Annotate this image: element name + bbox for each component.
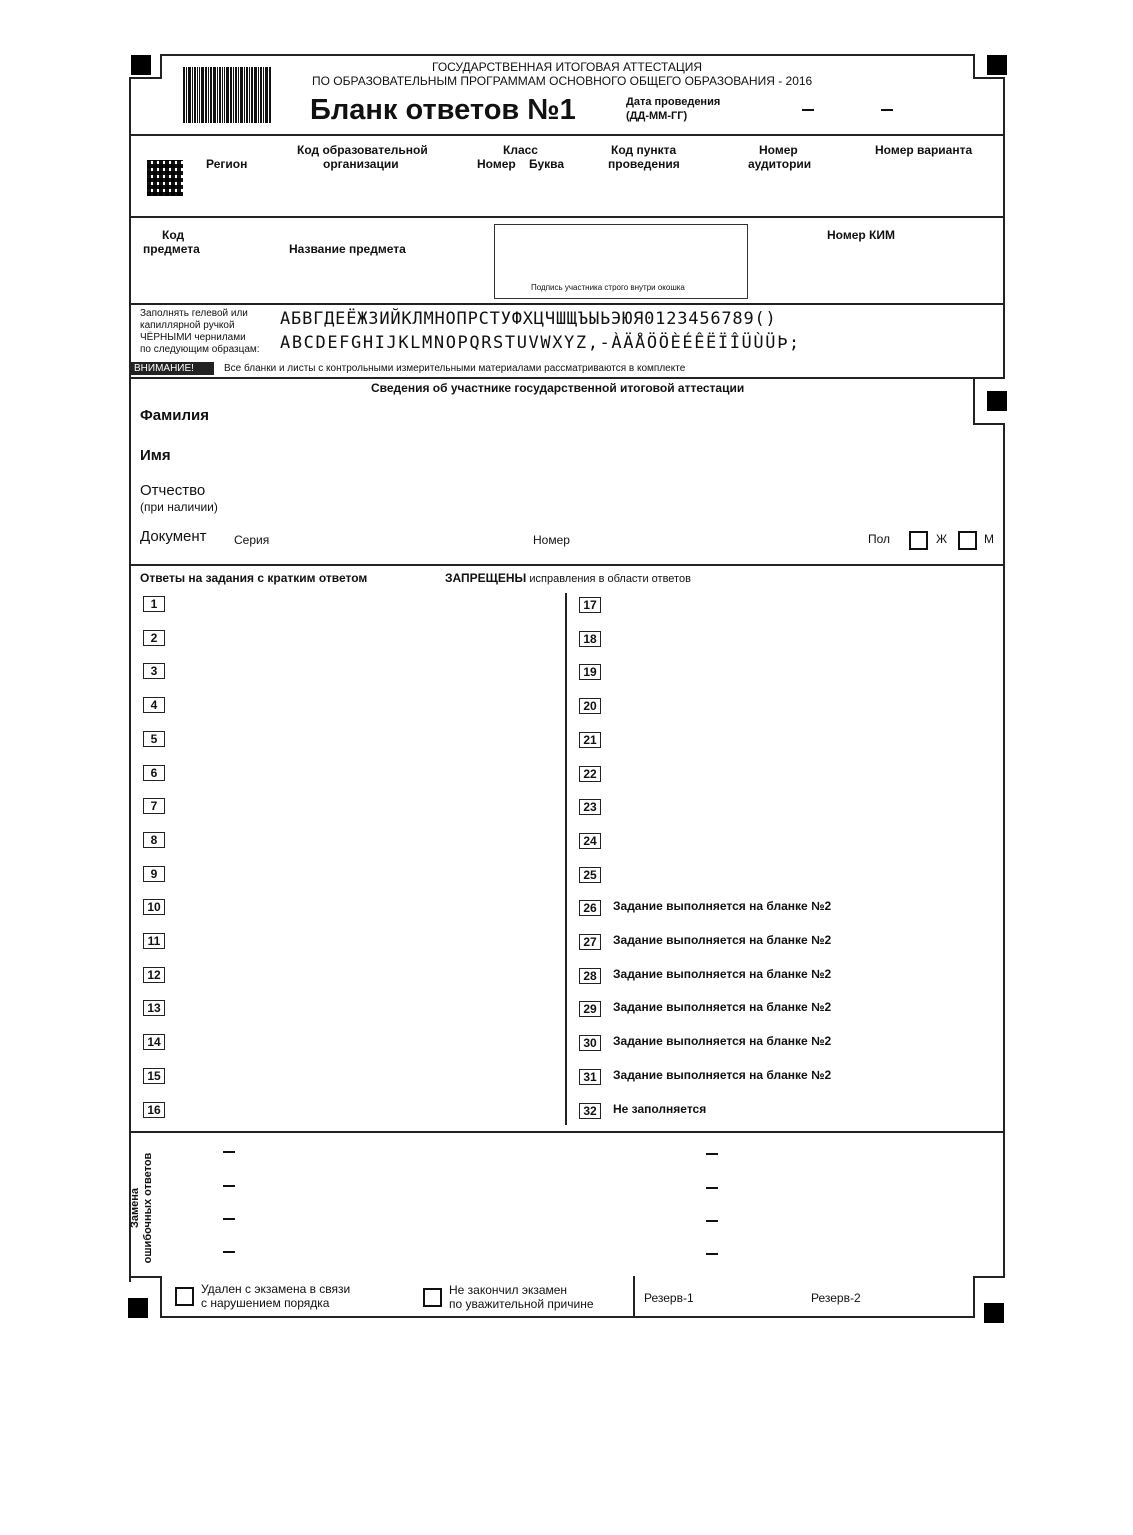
- answer-field-16[interactable]: [170, 1098, 555, 1124]
- attention-label: ВНИМАНИЕ!: [131, 362, 214, 375]
- unfinished-label-1: Не закончил экзамен: [449, 1283, 568, 1297]
- class-letter-label: Буква: [529, 157, 565, 171]
- subject-name-label: Название предмета: [289, 242, 406, 256]
- replacement-dash: [706, 1253, 718, 1255]
- answer-field-11[interactable]: [170, 929, 555, 955]
- answer-number-2: 2: [143, 630, 165, 646]
- unfinished-checkbox[interactable]: [423, 1288, 442, 1307]
- corner-marker-top-right: [987, 55, 1007, 75]
- answer-number-3: 3: [143, 663, 165, 679]
- answer-field-1[interactable]: [170, 592, 555, 618]
- answer-note-32: Не заполняется: [613, 1102, 707, 1116]
- answer-number-23: 23: [579, 799, 601, 815]
- answer-field-25[interactable]: [606, 863, 991, 889]
- answer-field-20[interactable]: [606, 694, 991, 720]
- answer-number-9: 9: [143, 866, 165, 882]
- answer-field-18[interactable]: [606, 627, 991, 653]
- replacement-dash: [706, 1153, 718, 1155]
- instruction-line-3: ЧЁРНЫМИ чернилами: [140, 332, 246, 343]
- answer-field-9[interactable]: [170, 862, 555, 888]
- name-label: Имя: [140, 447, 171, 464]
- answer-field-2[interactable]: [170, 626, 555, 652]
- region-label: Регион: [206, 157, 248, 171]
- class-label: Класс: [503, 143, 538, 157]
- unfinished-label-2: по уважительной причине: [449, 1297, 594, 1311]
- org-code-label: Код образовательной: [297, 143, 428, 157]
- room-label-2: аудитории: [748, 157, 812, 171]
- answer-number-29: 29: [579, 1001, 601, 1017]
- answer-number-1: 1: [143, 596, 165, 612]
- answer-number-30: 30: [579, 1035, 601, 1051]
- corner-marker-bottom-left: [128, 1298, 148, 1318]
- answer-number-26: 26: [579, 900, 601, 916]
- answer-field-12[interactable]: [170, 963, 555, 989]
- answer-number-15: 15: [143, 1068, 165, 1084]
- answer-number-4: 4: [143, 697, 165, 713]
- answer-field-23[interactable]: [606, 795, 991, 821]
- patronymic-label: Отчество: [140, 482, 206, 499]
- answer-number-31: 31: [579, 1069, 601, 1085]
- answer-field-17[interactable]: [606, 593, 991, 619]
- answer-field-22[interactable]: [606, 762, 991, 788]
- answer-number-24: 24: [579, 833, 601, 849]
- point-code-label: Код пункта: [611, 143, 677, 157]
- replacement-dash: [223, 1185, 235, 1187]
- answer-note-28: Задание выполняется на бланке №2: [613, 967, 832, 981]
- header-line-1: ГОСУДАРСТВЕННАЯ ИТОГОВАЯ АТТЕСТАЦИЯ: [432, 60, 703, 74]
- answer-field-14[interactable]: [170, 1030, 555, 1056]
- form-title: Бланк ответов №1: [310, 94, 576, 126]
- answer-field-5[interactable]: [170, 727, 555, 753]
- answer-field-7[interactable]: [170, 794, 555, 820]
- subject-code-label-2: предмета: [143, 242, 200, 256]
- replacement-dash: [223, 1218, 235, 1220]
- answer-number-5: 5: [143, 731, 165, 747]
- answer-field-8[interactable]: [170, 828, 555, 854]
- instruction-line-4: по следующим образцам:: [140, 344, 260, 355]
- answer-number-28: 28: [579, 968, 601, 984]
- date-label: Дата проведения: [626, 96, 721, 108]
- participant-heading: Сведения об участнике государственной итоговой аттестации: [371, 381, 745, 395]
- corner-marker-top-left: [131, 55, 151, 75]
- forbidden-bold: ЗАПРЕЩЕНЫ: [445, 571, 527, 585]
- replacement-dash: [223, 1251, 235, 1253]
- female-checkbox[interactable]: [909, 531, 928, 550]
- qr-code: [147, 160, 183, 196]
- answer-number-18: 18: [579, 631, 601, 647]
- removed-label-1: Удален с экзамена в связи: [201, 1282, 351, 1296]
- replacement-label-2: ошибочных ответов: [142, 1152, 154, 1264]
- answer-number-7: 7: [143, 798, 165, 814]
- subject-code-label: Код: [162, 228, 185, 242]
- replacement-dash: [706, 1187, 718, 1189]
- document-number-label: Номер: [533, 533, 570, 547]
- reserve-2-label: Резерв-2: [811, 1291, 861, 1305]
- replacement-dash: [223, 1151, 235, 1153]
- answer-field-24[interactable]: [606, 829, 991, 855]
- answer-note-26: Задание выполняется на бланке №2: [613, 899, 832, 913]
- series-label: Серия: [234, 533, 270, 547]
- class-number-label: Номер: [477, 157, 516, 171]
- male-label: М: [984, 532, 994, 546]
- answer-field-6[interactable]: [170, 761, 555, 787]
- instruction-line-2: капиллярной ручкой: [140, 320, 235, 331]
- answer-field-19[interactable]: [606, 660, 991, 686]
- answer-number-32: 32: [579, 1103, 601, 1119]
- answer-number-14: 14: [143, 1034, 165, 1050]
- header-line-2: ПО ОБРАЗОВАТЕЛЬНЫМ ПРОГРАММАМ ОСНОВНОГО ОБЩЕГО ОБРАЗОВАНИЯ - 2016: [312, 74, 813, 88]
- answer-number-12: 12: [143, 967, 165, 983]
- forbidden-note: [445, 571, 691, 585]
- answer-field-3[interactable]: [170, 659, 555, 685]
- answer-number-20: 20: [579, 698, 601, 714]
- date-separator-2: [881, 109, 893, 111]
- answer-field-10[interactable]: [170, 895, 555, 921]
- answer-number-19: 19: [579, 664, 601, 680]
- forbidden-rest: исправления в области ответов: [529, 573, 691, 585]
- answers-heading: Ответы на задания с кратким ответом: [140, 571, 368, 585]
- sex-label: Пол: [868, 532, 891, 546]
- surname-label: Фамилия: [140, 407, 209, 424]
- answer-number-22: 22: [579, 766, 601, 782]
- answer-field-15[interactable]: [170, 1064, 555, 1090]
- answer-number-11: 11: [143, 933, 165, 949]
- attention-text: Все бланки и листы с контрольными измерительными материалами рассматриваются в комплекте: [224, 363, 686, 374]
- reserve-1-label: Резерв-1: [644, 1291, 694, 1305]
- answer-field-13[interactable]: [170, 996, 555, 1022]
- signature-caption: Подпись участника строго внутри окошка: [531, 283, 685, 292]
- answer-number-13: 13: [143, 1000, 165, 1016]
- instruction-line-1: Заполнять гелевой или: [140, 308, 248, 319]
- answer-number-16: 16: [143, 1102, 165, 1118]
- answer-number-8: 8: [143, 832, 165, 848]
- replacement-dash: [706, 1220, 718, 1222]
- barcode: [183, 67, 287, 123]
- room-label: Номер: [759, 143, 798, 157]
- answer-note-29: Задание выполняется на бланке №2: [613, 1000, 832, 1014]
- removed-label-2: с нарушением порядка: [201, 1296, 330, 1310]
- answer-number-21: 21: [579, 732, 601, 748]
- document-label: Документ: [140, 528, 207, 545]
- answer-note-31: Задание выполняется на бланке №2: [613, 1068, 832, 1082]
- male-checkbox[interactable]: [958, 531, 977, 550]
- sample-characters-cyrillic: АБВГДЕЁЖЗИЙКЛМНОПРСТУФХЦЧШЩЪЫЬЭЮЯ0123456789(): [280, 309, 777, 329]
- corner-marker-middle-right: [987, 391, 1007, 411]
- patronymic-note: (при наличии): [140, 500, 218, 514]
- answer-note-30: Задание выполняется на бланке №2: [613, 1034, 832, 1048]
- answer-number-17: 17: [579, 597, 601, 613]
- kim-number-label: Номер КИМ: [827, 228, 895, 242]
- answer-number-10: 10: [143, 899, 165, 915]
- female-label: Ж: [936, 532, 948, 546]
- removed-checkbox[interactable]: [175, 1287, 194, 1306]
- corner-marker-bottom-right: [984, 1303, 1004, 1323]
- answer-field-21[interactable]: [606, 728, 991, 754]
- sample-characters-latin: ABCDEFGHIJKLMNOPQRSTUVWXYZ,-ÀÄÅÖÖÈÉÊËÏÎÜÙÜÞ;: [280, 333, 801, 353]
- variant-label: Номер варианта: [875, 143, 973, 157]
- answer-field-4[interactable]: [170, 693, 555, 719]
- answer-note-27: Задание выполняется на бланке №2: [613, 933, 832, 947]
- answer-number-27: 27: [579, 934, 601, 950]
- replacement-label-1: Замена: [129, 1187, 141, 1229]
- answer-number-25: 25: [579, 867, 601, 883]
- answer-number-6: 6: [143, 765, 165, 781]
- date-format-label: (ДД-ММ-ГГ): [626, 110, 688, 122]
- org-code-label-2: организации: [323, 157, 399, 171]
- point-code-label-2: проведения: [608, 157, 680, 171]
- date-separator-1: [802, 109, 814, 111]
- replacement-label: [129, 1148, 155, 1268]
